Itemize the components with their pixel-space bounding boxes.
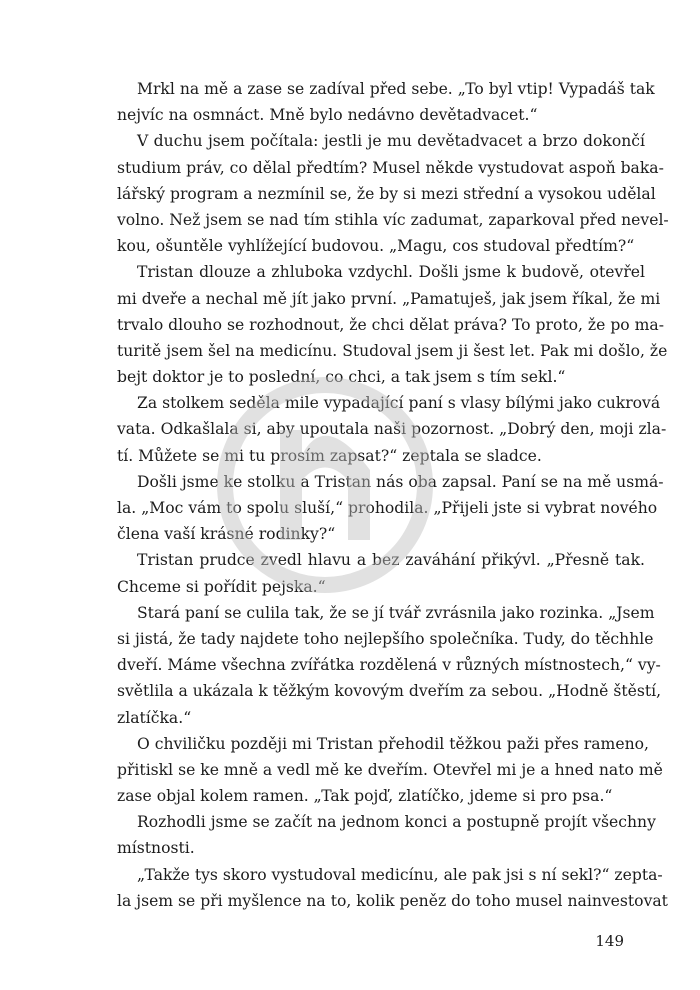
text-line: Tristan dlouze a zhluboka vzdychl. Došli jsme k budově, otevřel <box>137 263 645 282</box>
page-number: 149 <box>595 932 624 950</box>
text-line: zase objal kolem ramen. „Tak pojď, zlatíčko, jdeme si pro psa.“ <box>117 787 613 806</box>
text-line: lářský program a nezmínil se, že by si mezi střední a vysokou udělal <box>117 184 656 203</box>
text-line: člena vaší krásné rodinky?“ <box>117 525 336 544</box>
text-line: vata. Odkašlala si, aby upoutala naši pozornost. „Dobrý den, moji zla- <box>117 420 667 439</box>
text-line: si jistá, že tady najdete toho nejlepšího společníka. Tudy, do těchhle <box>117 629 654 648</box>
text-line: nejvíc na osmnáct. Mně bylo nedávno devětadvacet.“ <box>117 106 538 125</box>
text-line: tí. Můžete se mi tu prosím zapsat?“ zeptala se sladce. <box>117 446 542 465</box>
text-line: dveří. Máme všechna zvířátka rozdělená v různých místnostech,“ vy- <box>117 656 661 675</box>
body-text <box>117 76 669 914</box>
text-line: Za stolkem seděla mile vypadající paní s vlasy bílými jako cukrová <box>137 394 661 413</box>
text-line: O chviličku později mi Tristan přehodil těžkou paži přes rameno, <box>137 734 649 753</box>
text-line: la. „Moc vám to spolu sluší,“ prohodila. „Přijeli jste si vybrat nového <box>117 499 658 517</box>
text-line: Mrkl na mě a zase se zadíval před sebe. „To byl vtip! Vypadáš tak <box>137 80 655 98</box>
text-line: kou, ošuntěle vyhlížející budovou. „Magu, cos studoval předtím?“ <box>117 237 635 256</box>
text-line: volno. Než jsem se nad tím stihla víc zadumat, zaparkoval před nevel- <box>117 210 669 229</box>
text-line: turitě jsem šel na medicínu. Studoval jsem ji šest let. Pak mi došlo, že <box>117 341 668 360</box>
text-line: přitiskl se ke mně a vedl mě ke dveřím. Otevřel mi je a hned nato mě <box>117 760 663 779</box>
text-line: la jsem se při myšlence na to, kolik peněz do toho musel nainvestovat <box>117 891 668 910</box>
text-line: mi dveře a nechal mě jít jako první. „Pamatuješ, jak jsem říkal, že mi <box>117 289 661 308</box>
text-line: bejt doktor je to poslední, co chci, a tak jsem s tím sekl.“ <box>117 368 566 387</box>
text-line: trvalo dlouho se rozhodnout, že chci dělat práva? To proto, že po ma- <box>117 315 664 334</box>
text-line: Rozhodli jsme se začít na jednom konci a postupně projít všechny <box>137 813 656 832</box>
text-line: světlila a ukázala k těžkým kovovým dveřím za sebou. „Hodně štěstí, <box>117 682 662 701</box>
text-line: Chceme si pořídit pejska.“ <box>117 577 326 596</box>
text-line: zlatíčka.“ <box>117 708 192 727</box>
text-line: Tristan prudce zvedl hlavu a bez zaváhání přikývl. „Přesně tak. <box>137 551 645 570</box>
text-line: Stará paní se culila tak, že se jí tvář zvrásnila jako rozinka. „Jsem <box>137 603 655 622</box>
text-line: V duchu jsem počítala: jestli je mu devětadvacet a brzo dokončí <box>137 132 645 151</box>
text-line: „Takže tys skoro vystudoval medicínu, ale pak jsi s ní sekl?“ zepta- <box>137 865 663 884</box>
text-line: studium práv, co dělal předtím? Musel někde vystudovat aspoň baka- <box>117 158 664 177</box>
text-line: místnosti. <box>117 839 195 858</box>
text-line: Došli jsme ke stolku a Tristan nás oba zapsal. Paní se na mě usmá- <box>137 472 664 491</box>
